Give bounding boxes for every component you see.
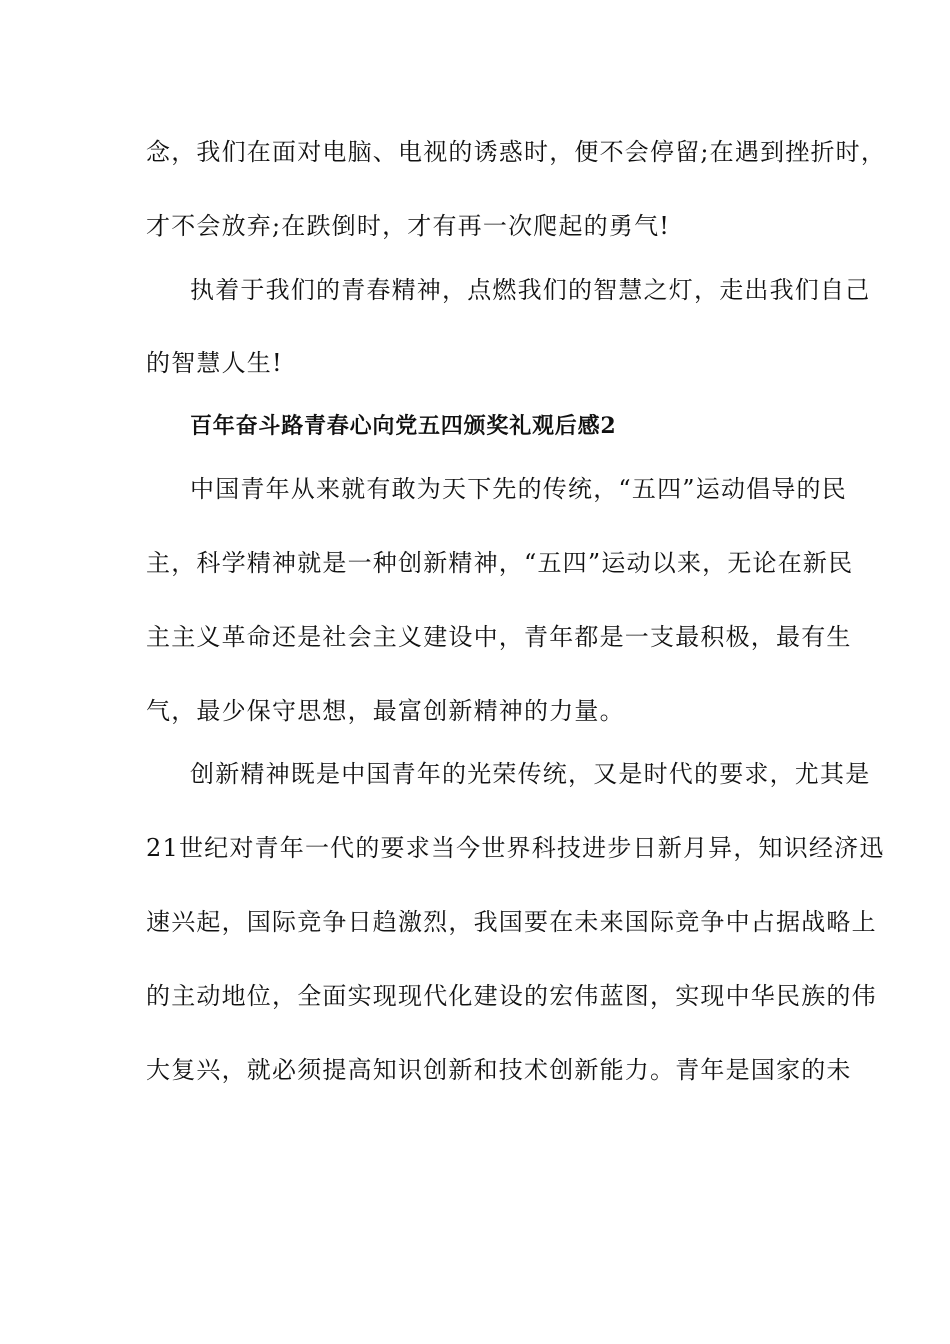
paragraph-line: 执着于我们的青春精神，点燃我们的智慧之灯，走出我们自己 bbox=[190, 276, 871, 304]
paragraph-line: 的智慧人生! bbox=[146, 349, 283, 377]
paragraph-line: 大复兴，就必须提高知识创新和技术创新能力。青年是国家的未 bbox=[146, 1056, 852, 1084]
paragraph-line: 21世纪对青年一代的要求当今世界科技进步日新月异，知识经济迅 bbox=[146, 834, 885, 862]
section-title: 百年奋斗路青春心向党五四颁奖礼观后感2 bbox=[190, 413, 617, 439]
paragraph-line: 才不会放弃;在跌倒时，才有再一次爬起的勇气! bbox=[146, 212, 671, 240]
paragraph-line: 中国青年从来就有敢为天下先的传统，“五四”运动倡导的民 bbox=[190, 475, 847, 503]
paragraph-line: 速兴起，国际竞争日趋激烈，我国要在未来国际竞争中占据战略上 bbox=[146, 908, 877, 936]
paragraph-line: 创新精神既是中国青年的光荣传统，又是时代的要求，尤其是 bbox=[190, 760, 871, 788]
paragraph-line: 主，科学精神就是一种创新精神，“五四”运动以来，无论在新民 bbox=[146, 549, 854, 577]
paragraph-line: 气，最少保守思想，最富创新精神的力量。 bbox=[146, 697, 625, 725]
paragraph-line: 念，我们在面对电脑、电视的诱惑时，便不会停留;在遇到挫折时， bbox=[146, 138, 887, 166]
paragraph-line: 的主动地位，全面实现现代化建设的宏伟蓝图，实现中华民族的伟 bbox=[146, 982, 877, 1010]
paragraph-line: 主主义革命还是社会主义建设中，青年都是一支最积极，最有生 bbox=[146, 623, 852, 651]
